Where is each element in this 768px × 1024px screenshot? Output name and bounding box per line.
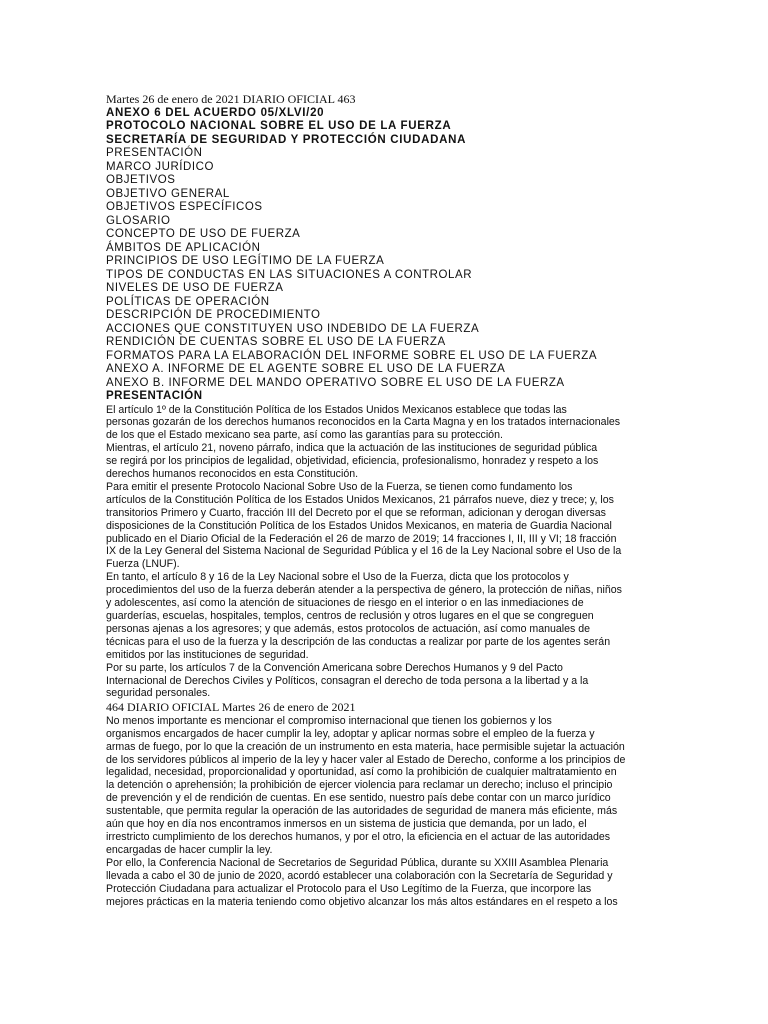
- section-heading: PRESENTACIÓN: [106, 390, 203, 402]
- body-line: El artículo 1º de la Constitución Política de los Estados Unidos Mexicanos establece que todas las: [106, 403, 567, 416]
- body-text-part-2: [106, 715, 666, 909]
- document-header: [106, 93, 666, 147]
- body-line: se regirá por los principios de legalidad, objetividad, eficiencia, profesionalismo, honradez y respeto a los: [106, 455, 599, 468]
- body-line: transitorios Primero y Cuarto, fracción III del Decreto por el que se reforman, adicionan y derogan diversas: [106, 506, 606, 519]
- toc-item: ÁMBITOS DE APLICACIÓN: [106, 241, 261, 254]
- toc-item: OBJETIVOS ESPECÍFICOS: [106, 201, 263, 213]
- toc-item: PRINCIPIOS DE USO LEGÍTIMO DE LA FUERZA: [106, 255, 385, 267]
- body-line: de los que el Estado mexicano sea parte, así como las garantías para su protección.: [106, 429, 503, 442]
- body-line: organismos encargados de hacer cumplir la ley, adoptar y aplicar normas sobre el empleo de la fuerza y: [106, 727, 595, 740]
- secretariat-title: SECRETARÍA DE SEGURIDAD Y PROTECCIÓN CIUDADANA: [106, 133, 467, 146]
- body-line: personas gozarán de los derechos humanos reconocidos en la Carta Magna y en los tratados internacionales: [106, 416, 621, 429]
- body-line: legalidad, necesidad, proporcionalidad y oportunidad, así como la prohibición de cualquier maltratamiento en: [106, 766, 617, 779]
- toc-item: CONCEPTO DE USO DE FUERZA: [106, 228, 301, 240]
- body-line: Por su parte, los artículos 7 de la Convención Americana sobre Derechos Humanos y 9 del Pacto: [106, 661, 563, 674]
- toc-item: TIPOS DE CONDUCTAS EN LAS SITUACIONES A CONTROLAR: [106, 268, 473, 281]
- body-line: emitidos por las instituciones de seguridad.: [106, 648, 309, 661]
- toc-item: RENDICIÓN DE CUENTAS SOBRE EL USO DE LA FUERZA: [106, 336, 446, 348]
- table-of-contents: [106, 147, 666, 390]
- body-line: Por ello, la Conferencia Nacional de Secretarios de Seguridad Pública, durante su XXIII Asamblea Plenaria: [106, 856, 609, 869]
- body-line: armas de fuego, por lo que la creación de un instrumento en esta materia, hace permisible sujetar la actuación: [106, 740, 625, 753]
- body-line: No menos importante es mencionar el compromiso internacional que tienen los gobiernos y los: [106, 714, 552, 727]
- body-line: Mientras, el artículo 21, noveno párrafo, indica que la actuación de las instituciones de seguridad pública: [106, 442, 598, 455]
- toc-item: FORMATOS PARA LA ELABORACIÓN DEL INFORME SOBRE EL USO DE LA FUERZA: [106, 349, 598, 362]
- body-line: llevada a cabo el 30 de junio de 2020, acordó establecer una colaboración con la Secretaría de Seguridad y: [106, 869, 613, 882]
- body-line: de los servidores públicos al imperio de la ley y hacer valer al Estado de Derecho, conforme a los principios de: [106, 753, 626, 766]
- body-line: Fuerza (LNUF).: [106, 558, 180, 571]
- toc-item: GLOSARIO: [106, 214, 171, 227]
- body-line: IX de la Ley General del Sistema Nacional de Seguridad Pública y el 16 de la Ley Nacional sobre el Uso de la: [106, 545, 622, 558]
- toc-item: PRESENTACIÓN: [106, 147, 203, 159]
- body-line: irrestricto cumplimiento de los derechos humanos, y por el otro, la eficiencia en el actuar de las autoridades: [106, 831, 611, 843]
- body-line: derechos humanos reconocidos en esta Constitución.: [106, 468, 359, 481]
- toc-item: ANEXO B. INFORME DEL MANDO OPERATIVO SOBRE EL USO DE LA FUERZA: [106, 376, 565, 389]
- body-line: y adolescentes, así como la atención de situaciones de riesgo en el interior o en las inmediaciones de: [106, 597, 584, 610]
- body-line: Internacional de Derechos Civiles y Políticos, consagran el derecho de toda persona a la libertad y a la: [106, 674, 589, 687]
- presentacion-section: [106, 390, 666, 908]
- body-line: mejores prácticas en la materia teniendo como objetivo alcanzar los más altos estándares en el respeto a los: [106, 895, 618, 908]
- page-header-line: Martes 26 de enero de 2021 DIARIO OFICIAL 463: [106, 92, 356, 106]
- body-line: la detención o aprehensión; la prohibición de ejercer violencia para reclamar un derecho; incluso el principio: [106, 779, 613, 792]
- body-line: procedimientos del uso de la fuerza deberán atender a la perspectiva de género, la protección de niñas, niños: [106, 584, 622, 597]
- body-line: sustentable, que permita regular la operación de las autoridades de seguridad de manera más eficiente, más: [106, 805, 618, 818]
- toc-item: NIVELES DE USO DE FUERZA: [106, 282, 284, 294]
- body-line: de prevención y el de rendición de cuentas. En ese sentido, nuestro país debe contar con un marco jurídico: [106, 792, 611, 805]
- toc-item: OBJETIVOS: [106, 174, 176, 186]
- body-line: Para emitir el presente Protocolo Nacional Sobre Uso de la Fuerza, se tienen como fundamento los: [106, 480, 573, 493]
- protocol-title: PROTOCOLO NACIONAL SOBRE EL USO DE LA FUERZA: [106, 120, 452, 132]
- body-line: Protección Ciudadana para actualizar el Protocolo para el Uso Legítimo de la Fuerza, que incorpore las: [106, 882, 592, 895]
- toc-item: MARCO JURÍDICO: [106, 160, 215, 173]
- body-line: artículos de la Constitución Política de los Estados Unidos Mexicanos, 21 párrafos nueve, diez y trece; y, los: [106, 493, 614, 506]
- toc-item: OBJETIVO GENERAL: [106, 187, 230, 200]
- body-line: encargadas de hacer cumplir la ley.: [106, 843, 273, 856]
- body-line: guarderías, escuelas, hospitales, templos, centros de reclusión y otros lugares en el que se congreguen: [106, 610, 594, 622]
- body-line: técnicas para el uso de la fuerza y la descripción de las conductas a realizar por parte de los agentes serán: [106, 635, 611, 648]
- body-line: disposiciones de la Constitución Política de los Estados Unidos Mexicanos, en materia de Guardia Nacional: [106, 519, 612, 532]
- annex-title: ANEXO 6 DEL ACUERDO 05/XLVI/20: [106, 106, 325, 119]
- body-line: En tanto, el artículo 8 y 16 de la Ley Nacional sobre el Uso de la Fuerza, dicta que los protocolos y: [106, 571, 569, 584]
- second-page-header: 464 DIARIO OFICIAL Martes 26 de enero de 2021: [106, 700, 356, 715]
- body-line: publicado en el Diario Oficial de la Federación el 26 de marzo de 2019; 14 fracciones I, II, III y VI; 18 fracción: [106, 532, 617, 545]
- body-text-part-1: [106, 404, 666, 701]
- toc-item: POLÍTICAS DE OPERACIÓN: [106, 295, 270, 308]
- toc-item: DESCRIPCIÓN DE PROCEDIMIENTO: [106, 309, 321, 321]
- toc-item: ANEXO A. INFORME DE EL AGENTE SOBRE EL USO DE LA FUERZA: [106, 363, 506, 375]
- body-line: aún que hoy en día nos encontramos inmersos en un sistema de justicia que demanda, por un lado, el: [106, 818, 587, 831]
- toc-item: ACCIONES QUE CONSTITUYEN USO INDEBIDO DE LA FUERZA: [106, 322, 480, 335]
- body-line: seguridad personales.: [106, 687, 211, 700]
- body-line: personas ajenas a los agresores; y que además, estos protocolos de actuación, así como manuales de: [106, 622, 591, 635]
